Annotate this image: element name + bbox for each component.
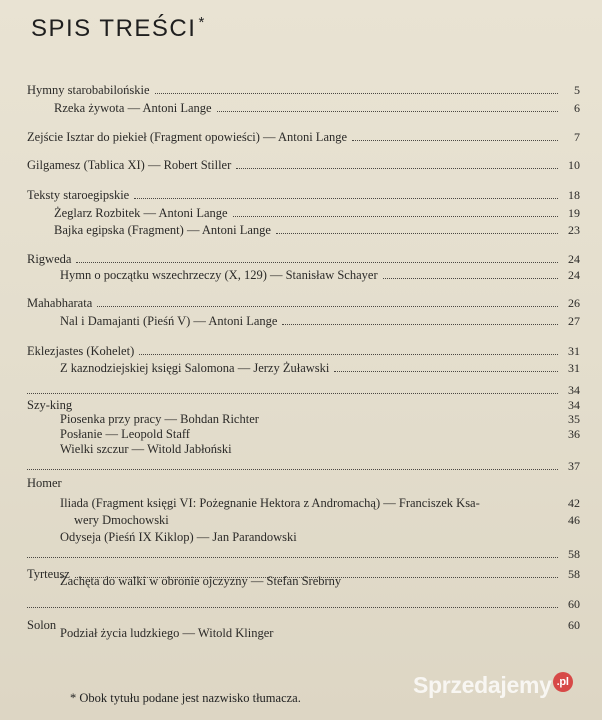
dotted-leader [155,93,558,94]
toc-entry-page: 60 [568,618,580,632]
toc-entry [0,101,602,115]
toc-entry-title: Zejście Isztar do piekieł (Fragment opowieści) — Antoni Lange [27,130,348,144]
dotted-leader [27,393,558,394]
toc-entry-page: 26 [568,296,580,310]
toc-entry [0,626,602,640]
toc-entry [0,513,602,527]
dotted-leader [139,354,558,355]
toc-entry [0,383,602,397]
toc-entry-title: Solon [27,618,57,632]
toc-entry [0,188,602,202]
toc-entry-title: Posłanie — Leopold Staff [60,427,190,441]
toc-entry [0,223,602,237]
toc-entry-title: Wielki szczur — Witold Jabłoński [60,442,232,456]
toc-entry [0,296,602,310]
dotted-leader [233,216,558,217]
toc-entry [0,442,602,456]
toc-entry-title: Piosenka przy pracy — Bohdan Richter [60,412,259,426]
toc-entry [0,314,602,328]
page-title: SPIS TREŚCI * [31,14,206,42]
toc-entry [0,83,602,97]
toc-entry-title: Tyrteusz [27,567,70,581]
toc-entry-title: Szy-king [27,398,73,412]
watermark-logo: Sprzedajemy .pl [413,672,573,699]
toc-entry [0,130,602,144]
toc-entry-page: 31 [568,361,580,375]
dotted-leader [27,607,558,608]
toc-entry [0,344,602,358]
dotted-leader [276,233,558,234]
toc-entry-title: Hymny starobabilońskie [27,83,150,97]
dotted-leader [27,469,558,470]
toc-entry-page: 42 [568,496,580,510]
toc-entry [0,206,602,220]
toc-entry [0,574,602,588]
toc-entry [0,547,602,561]
toc-entry-title: Odyseja (Pieśń IX Kiklop) — Jan Parandowski [60,530,297,544]
dotted-leader [134,198,558,199]
toc-entry-title: Podział życia ludzkiego — Witold Klinger [60,626,274,640]
toc-entry-title: Hymn o początku wszechrzeczy (X, 129) — Stanisław Schayer [60,268,378,282]
toc-entry-page: 5 [574,83,580,97]
footnote: * Obok tytułu podane jest nazwisko tłumacza. [70,691,301,705]
toc-entry-title: Żeglarz Rozbitek — Antoni Lange [54,206,228,220]
toc-entry-page: 6 [574,101,580,115]
toc-entry-page: 34 [568,398,580,412]
dotted-leader [383,278,558,279]
toc-entry [0,252,602,266]
toc-entry-title: Z kaznodziejskiej księgi Salomona — Jerzy Żuławski [60,361,330,375]
toc-entry-title: Homer [27,476,62,490]
toc-entry-page: 24 [568,268,580,282]
toc-entry-page: 58 [568,567,580,581]
toc-entry [0,476,602,490]
dotted-leader [76,262,558,263]
toc-entry-title: Nal i Damajanti (Pieśń V) — Antoni Lange [60,314,278,328]
toc-entry-page: 27 [568,314,580,328]
toc-entry [0,496,602,510]
toc-entry-title: Mahabharata [27,296,93,310]
toc-entry-page: 34 [568,383,580,397]
toc-entry [0,530,602,544]
toc-entry-title: Eklezjastes (Kohelet) [27,344,135,358]
toc-entry-page: 24 [568,252,580,266]
toc-entry [0,427,602,441]
toc-entry-title: Rigweda [27,252,72,266]
dotted-leader [97,306,558,307]
toc-entry-title: Bajka egipska (Fragment) — Antoni Lange [54,223,271,237]
toc-entry-page: 23 [568,223,580,237]
toc-entry-title: Rzeka żywota — Antoni Lange [54,101,212,115]
dotted-leader [236,168,558,169]
dotted-leader [352,140,558,141]
toc-entry-title: wery Dmochowski [74,513,169,527]
toc-entry-page: 36 [568,427,580,441]
toc-entry-page: 10 [568,158,580,172]
toc-entry-page: 7 [574,130,580,144]
toc-entry-page: 18 [568,188,580,202]
toc-entry-page: 60 [568,597,580,611]
toc-entry [0,459,602,473]
toc-entry [0,361,602,375]
dotted-leader [282,324,558,325]
toc-entry-page: 19 [568,206,580,220]
dotted-leader [27,557,558,558]
dotted-leader [334,371,558,372]
toc-entry-title: Teksty staroegipskie [27,188,130,202]
toc-entry-page: 46 [568,513,580,527]
toc-entry-page: 37 [568,459,580,473]
toc-entry [0,158,602,172]
footnote-marker: * [198,14,206,31]
toc-entry [0,597,602,611]
toc-entry-page: 35 [568,412,580,426]
toc-entry [0,412,602,426]
toc-entry-page: 31 [568,344,580,358]
toc-entry [0,398,602,412]
toc-entry [0,268,602,282]
toc-entry-title: Iliada (Fragment księgi VI: Pożegnanie Hektora z Andromachą) — Franciszek Ksa- [60,496,480,510]
toc-entry-page: 58 [568,547,580,561]
dotted-leader [217,111,558,112]
toc-entry-title: Gilgamesz (Tablica XI) — Robert Stiller [27,158,232,172]
toc-entry-title: Zachęta do walki w obronie ojczyzny — Stefan Srebrny [60,574,342,588]
